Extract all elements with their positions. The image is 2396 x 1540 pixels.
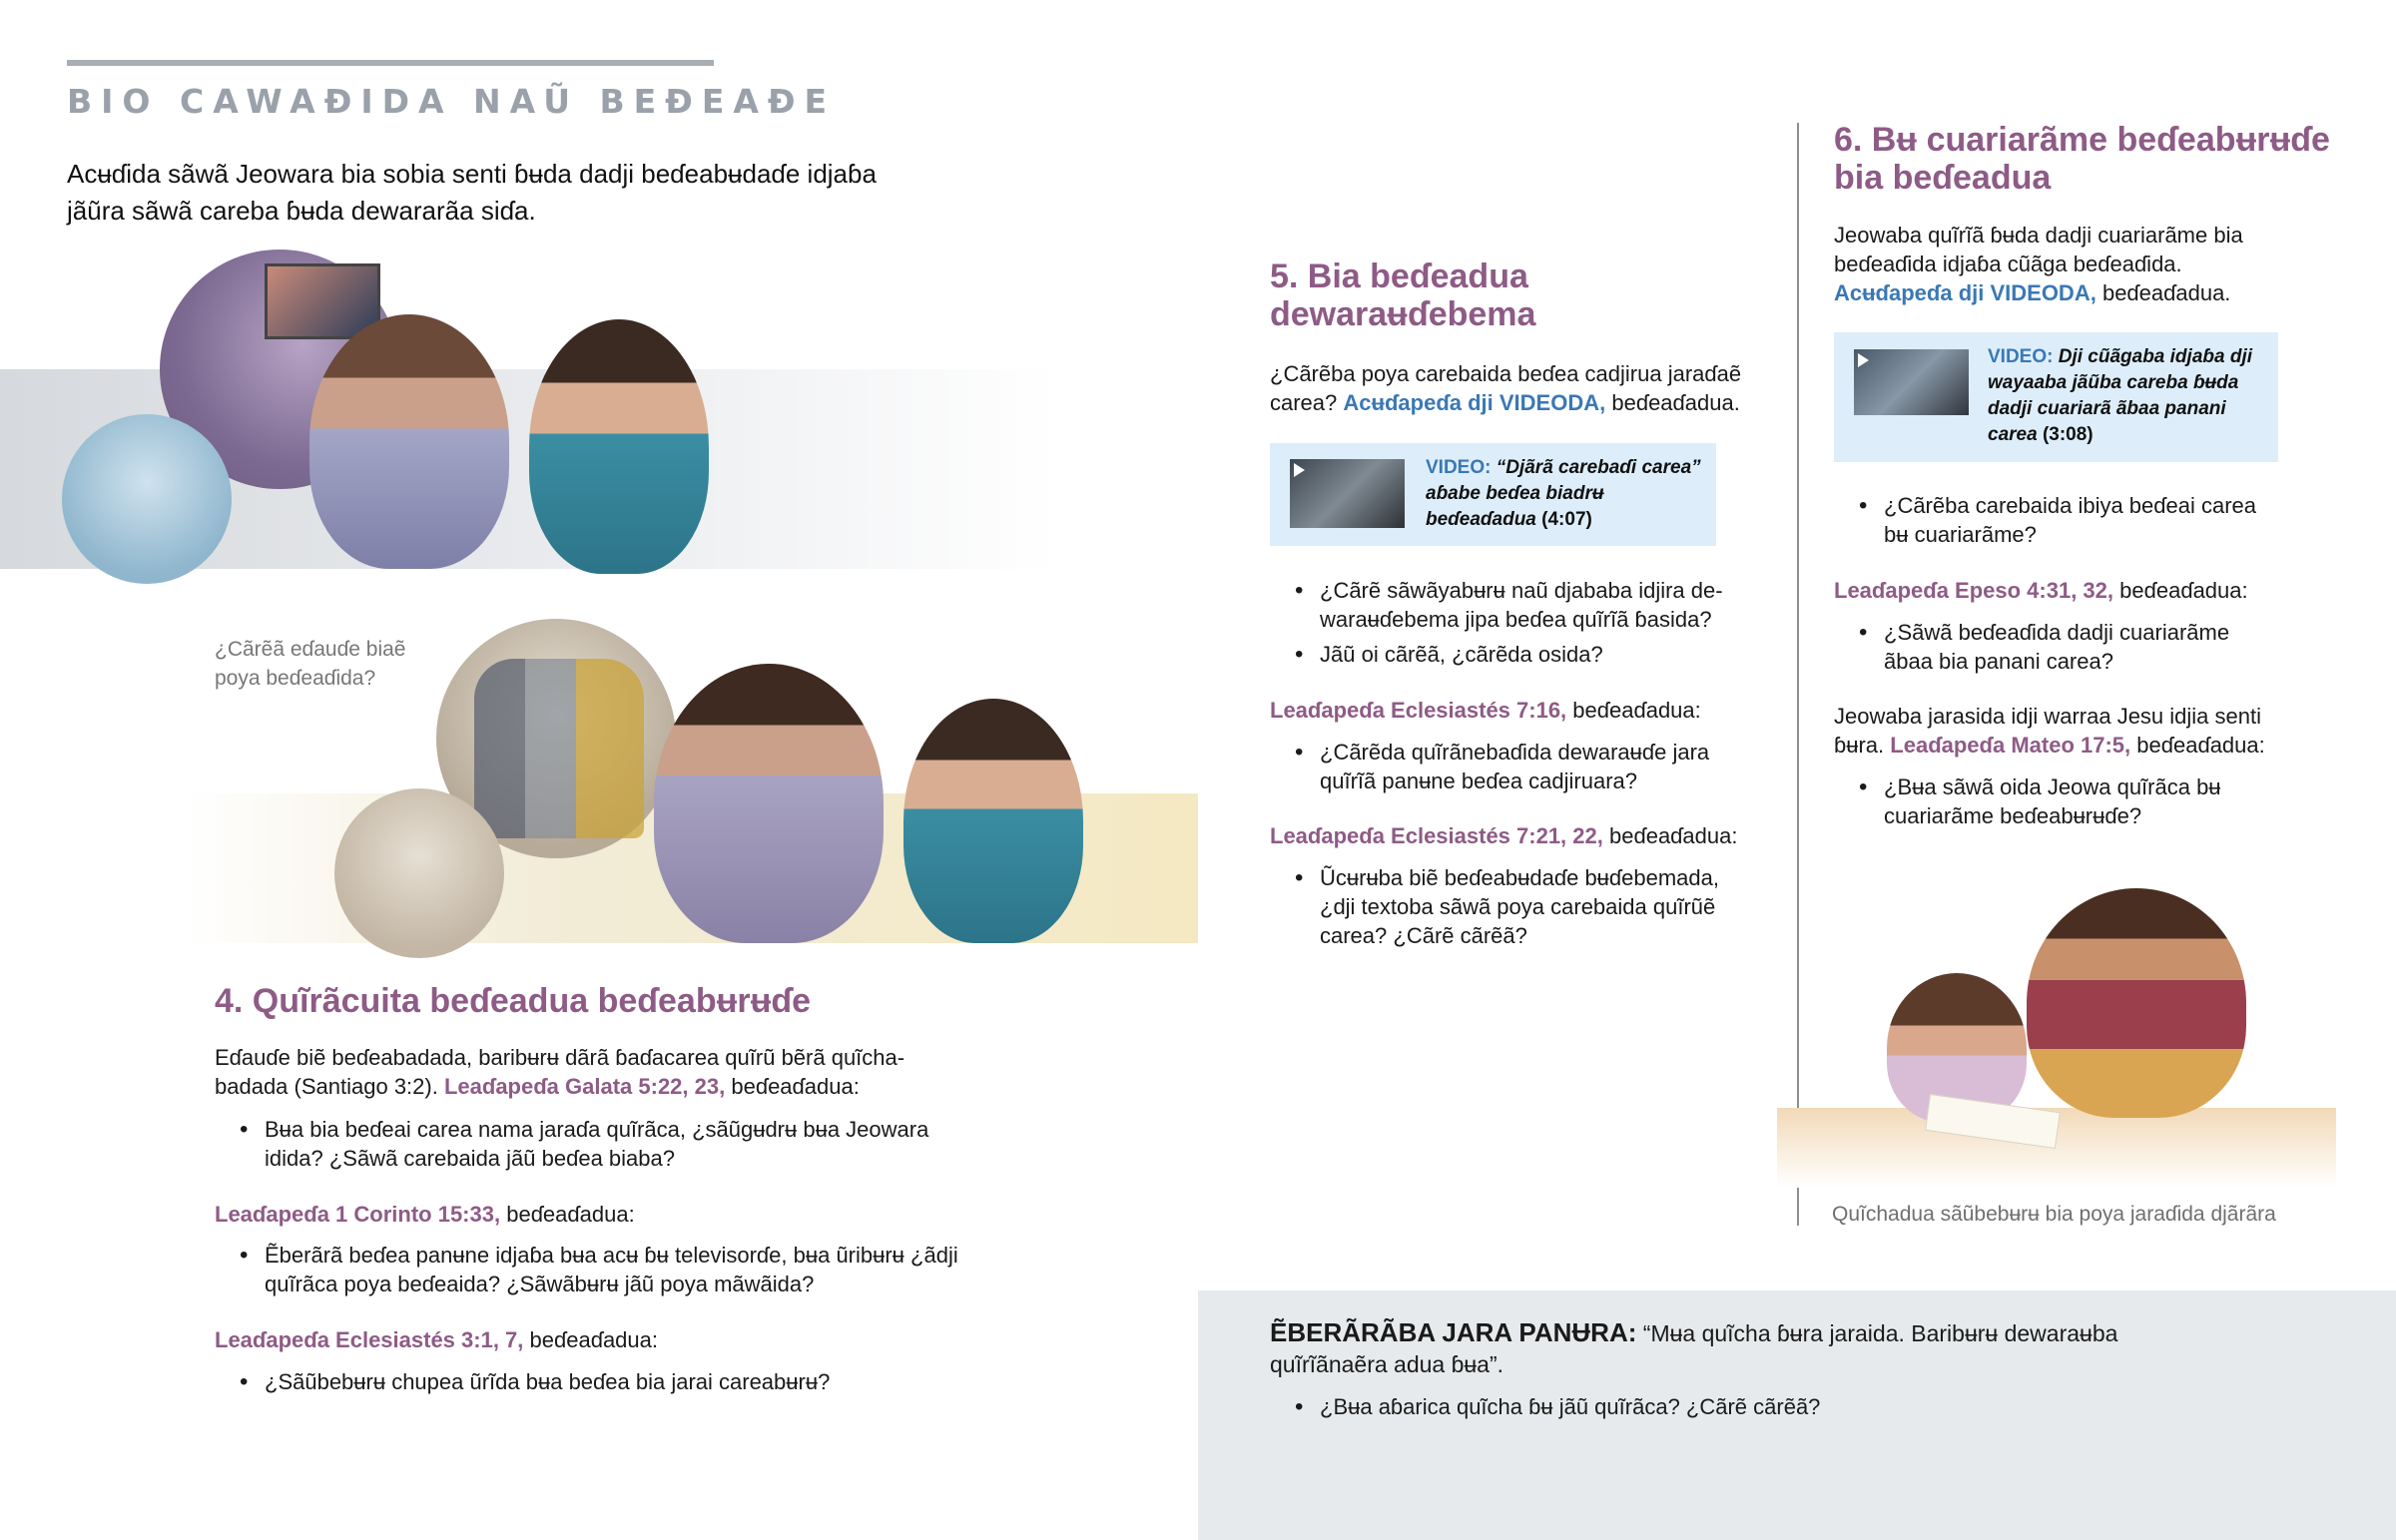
section-5-questions-3	[1295, 863, 1754, 956]
video-title: “Djãrã carebaɗi carea” aɓabe beɗea biadrʉ beɗeaɗadua	[1426, 457, 1701, 530]
people-say-quote	[1270, 1317, 2168, 1380]
section-4-ref-3	[215, 1325, 943, 1354]
section-6-intro-text: Jeowaba quĩrĩã ɓʉda dadji cuariarãme bia beɗeaɗida idjaɓa cũãga beɗeaɗida.	[1834, 223, 2243, 276]
section-6-intro	[1834, 221, 2263, 307]
inset-phone-man	[62, 414, 232, 584]
inset-congregation-people	[474, 659, 644, 838]
play-icon[interactable]	[1294, 463, 1305, 477]
mother-figure	[2027, 888, 2246, 1118]
ref-tail: beɗeaɗadua:	[2136, 733, 2265, 758]
illustration-mother-child	[1777, 878, 2336, 1198]
scripture-ref-mateo[interactable]: Leaɗapeɗa Mateo 17:5,	[1890, 733, 2131, 758]
section-5-intro-text: ¿Cãrẽba poya carebaida beɗea cadjirua jaraɗaẽ carea?	[1270, 361, 1742, 415]
list-item: • ¿Bʉa aɓarica quĩcha ɓʉ jãũ quĩrãca? ¿Cãrẽ cãrẽã?	[1295, 1392, 2094, 1421]
section-5-ref-3	[1270, 821, 1769, 850]
video-title: Dji cũãgaba idjaɓa dji wayaaba jãũba careba ɓʉda dadji cuariarã ãbaa panani carea	[1988, 346, 2253, 445]
section-4-questions-1	[240, 1115, 958, 1179]
illustration-kind-talk	[334, 619, 1093, 948]
inset-reading-man	[334, 788, 504, 958]
video-card-5[interactable]	[1270, 443, 1716, 546]
people-say-text: “Mʉa quĩcha ɓʉra jaraida. Baribʉrʉ dewaraʉba quĩrĩãnaẽra adua ɓʉa”.	[1270, 1320, 2118, 1377]
list-item: • ¿Sãũbebʉrʉ chupea ũrĩda bʉa beɗea bia jarai careabʉrʉ?	[240, 1367, 958, 1396]
woman-smiling	[903, 699, 1083, 943]
section-4-title: 4. Quĩrãcuita beɗeadua beɗeabʉrʉɗe	[215, 982, 812, 1020]
video-text	[1988, 344, 2267, 448]
section-4-questions-2	[240, 1241, 958, 1304]
ref-tail: beɗeaɗadua:	[1609, 823, 1738, 848]
video-text	[1426, 455, 1705, 533]
list-item: • ¿Bʉa sãwã oida Jeowa quĩrãca bʉ cuariarãme beɗeabʉrʉɗe?	[1859, 772, 2278, 830]
section-5-questions-2	[1295, 738, 1754, 801]
woman-listening	[529, 319, 709, 574]
ref-tail: beɗeaɗadua:	[506, 1202, 635, 1227]
watch-video-link[interactable]: Acʉɗapeɗa dji VIDEODA,	[1834, 280, 2096, 305]
section-4-ref-2	[215, 1200, 943, 1229]
video-thumbnail[interactable]	[1290, 459, 1405, 528]
man-pointing	[309, 314, 509, 569]
scripture-ref-eclesiastes-3[interactable]: Leaɗapeɗa Eclesiastés 3:1, 7,	[215, 1327, 524, 1352]
scripture-ref-galata[interactable]: Leaɗapeɗa Galata 5:22, 23,	[443, 1074, 726, 1099]
video-card-6[interactable]	[1834, 332, 2278, 462]
section-5-intro	[1270, 359, 1769, 417]
section-4-intro-text: Eɗauɗe biẽ beɗeabadada, baribʉrʉ dãrã ɓaɗacarea quĩrũ bẽrã quĩcha-badada (Santiago 3:2).	[215, 1045, 905, 1099]
play-icon[interactable]	[1858, 353, 1869, 367]
video-label: VIDEO:	[1988, 346, 2054, 367]
section-6-caption: Quĩchadua sãũbebʉrʉ bia poya jaraɗida djãrãra	[1832, 1203, 2276, 1226]
section-5-questions-1	[1295, 576, 1754, 675]
ref-tail: beɗeaɗadua:	[1572, 698, 1701, 723]
list-item: • Bʉa bia beɗeai carea nama jaraɗa quĩrãca, ¿sãũgʉdrʉ bʉa Jeowara idida? ¿Sãwã carebaida jãũ beɗea biaba?	[240, 1115, 958, 1173]
section-6-ref-2	[1834, 576, 2313, 605]
video-duration: (3:08)	[2042, 424, 2094, 445]
section-5-ref-2	[1270, 696, 1769, 725]
section-4-intro	[215, 1043, 943, 1101]
section-4-questions-3	[240, 1367, 958, 1402]
section-6-para-3	[1834, 702, 2313, 760]
section-6-questions-1	[1859, 491, 2278, 555]
people-say-questions	[1295, 1392, 2094, 1427]
section-6-intro-tail: beɗeaɗadua.	[2101, 280, 2231, 305]
list-item: • ¿Cãrẽba carebaida ibiya beɗeai carea bʉ cuariarãme?	[1859, 491, 2278, 549]
watch-video-link[interactable]: Acʉɗapeɗa dji VIDEODA,	[1343, 390, 1606, 415]
list-item: • Ẽberãrã beɗea panʉne idjaɓa bʉa acʉ ɓʉ televisorɗe, bʉa ũribʉrʉ ¿ãdji quĩrãca poya beɗeaida? ¿Sãwãbʉrʉ jãũ poya mãwãida?	[240, 1241, 958, 1298]
section-5-intro-tail: beɗeaɗadua.	[1611, 390, 1740, 415]
header-rule	[67, 60, 714, 66]
illustration-caption-question: ¿Cãrẽã eɗauɗe biaẽ poya beɗeaɗida?	[215, 638, 406, 690]
section-4-intro-tail: beɗeaɗadua:	[731, 1074, 860, 1099]
section-5-title: 5. Bia beɗeadua dewaraʉɗebema	[1270, 257, 1536, 333]
section-6-title: 6. Bʉ cuariarãme beɗeabʉrʉɗe bia beɗeadua	[1834, 121, 2330, 197]
video-duration: (4:07)	[1541, 509, 1592, 530]
section-6-questions-2	[1859, 618, 2278, 682]
intro-paragraph: Acʉɗida sãwã Jeowara bia sobia senti ɓʉda dadji beɗeabʉdaɗe idjaɓa jãũra sãwã careba ɓʉda dewararãa siɗa.	[67, 159, 877, 226]
ref-tail: beɗeaɗadua:	[2119, 578, 2248, 603]
scripture-ref-epeso[interactable]: Leaɗapeɗa Epeso 4:31, 32,	[1834, 578, 2114, 603]
page-kicker: BIO CAWAƉIDA NAŨ BEƉEAƉE	[67, 82, 837, 121]
scripture-ref-1-corinto[interactable]: Leaɗapeɗa 1 Corinto 15:33,	[215, 1202, 501, 1227]
illustration-argument	[60, 250, 799, 579]
ref-tail: beɗeaɗadua:	[529, 1327, 658, 1352]
people-say-label: ẼBERÃRÃBA JARA PANɄRA:	[1270, 1317, 1637, 1347]
list-item: • Jãũ oi cãrẽã, ¿cãrẽda osida?	[1295, 640, 1754, 669]
video-label: VIDEO:	[1426, 457, 1492, 478]
list-item: • Ũcʉrʉba biẽ beɗeabʉdaɗe bʉɗebemada, ¿dji textoba sãwã poya carebaida quĩrũẽ carea? ¿Cãrẽ cãrẽã?	[1295, 863, 1754, 950]
man-smiling	[654, 664, 884, 943]
video-thumbnail[interactable]	[1854, 349, 1969, 415]
list-item: • ¿Sãwã beɗeaɗida dadji cuariarãme ãbaa bia panani carea?	[1859, 618, 2278, 676]
section-6-para-3-text: Jeowaba jarasida idji warraa Jesu idjia senti ɓʉra.	[1834, 704, 2262, 758]
scripture-ref-eclesiastes-7-16[interactable]: Leaɗapeɗa Eclesiastés 7:16,	[1270, 698, 1567, 723]
section-6-questions-3	[1859, 772, 2278, 836]
scripture-ref-eclesiastes-7-21[interactable]: Leaɗapeɗa Eclesiastés 7:21, 22,	[1270, 823, 1603, 848]
list-item: • ¿Cãrẽ sãwãyabʉrʉ naũ djababa idjira de-waraʉɗebema jipa beɗea quĩrĩã ɓasida?	[1295, 576, 1754, 634]
list-item: • ¿Cãrẽda quĩrãnebaɗida dewaraʉɗe jara quĩrĩã panʉne beɗea cadjiruara?	[1295, 738, 1754, 795]
